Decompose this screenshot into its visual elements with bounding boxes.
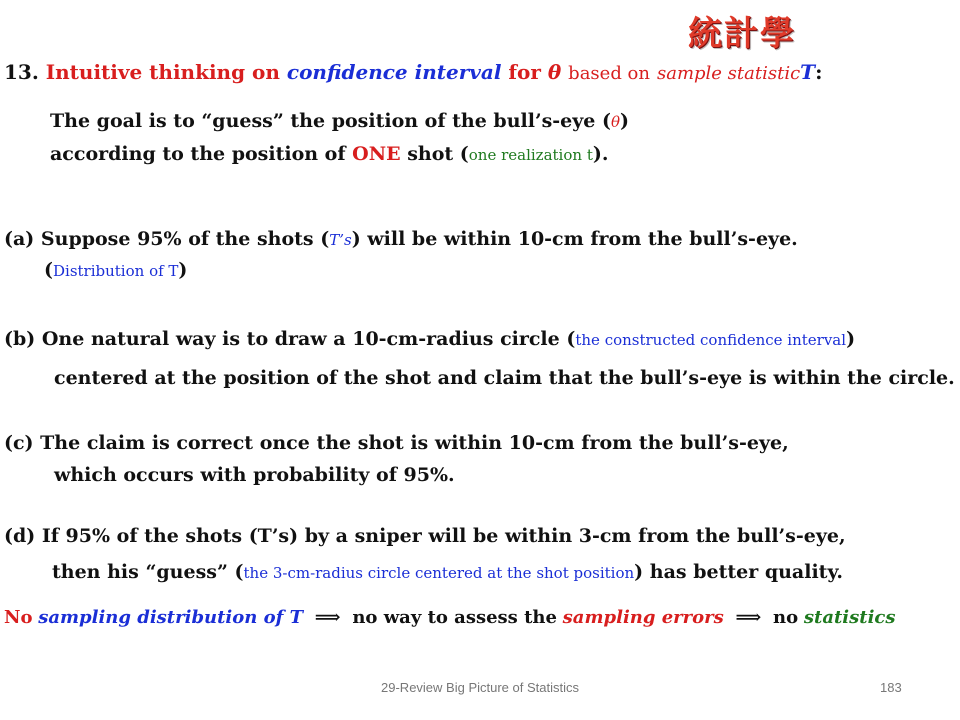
goal-line-2-text: according to the position of [50,143,346,165]
item-a-Ts: T’s [329,231,352,249]
item-d-circle: the 3-cm-radius circle centered at the shot position [243,564,635,582]
conclusion-sampling-distribution: sampling distribution of T [38,607,304,628]
conclusion-no-2: no [773,607,799,628]
item-a-line-2 [44,259,187,281]
item-b-line-2: centered at the position of the shot and claim that the bull’s-eye is within the circle. [54,367,955,389]
item-a-line-1 [4,228,798,250]
item-b-line-1 [4,328,855,350]
conclusion-line [4,607,896,628]
item-b-close-paren: ) [846,328,856,350]
implies-arrow-icon: ⟹ [735,607,762,628]
footer-text: 29-Review Big Picture of Statistics [381,680,579,695]
item-d-line-2 [52,561,843,583]
goal-one: ONE [352,143,401,165]
goal-line-1-close: ) [620,110,630,132]
heading-theta: θ [547,60,562,84]
goal-line-2-close: ). [592,143,609,165]
goal-line-1 [50,110,629,132]
heading-sample-statistic: sample statistic [656,63,801,84]
heading-based-on: based on [568,63,650,84]
item-d-prefix: then his “guess” ( [52,561,244,583]
item-c-line-1: (c) The claim is correct once the shot is within 10-cm from the bull’s-eye, [4,432,789,454]
item-a-prefix: (a) Suppose 95% of the shots ( [4,228,330,250]
item-b-prefix: (b) One natural way is to draw a 10-cm-radius circle ( [4,328,576,350]
conclusion-no-1: No [4,607,33,628]
goal-realization: one realization t [468,146,593,164]
conclusion-middle: no way to assess the [352,607,557,628]
goal-theta: θ [610,113,621,131]
heading-number: 13. [4,60,39,84]
conclusion-sampling-errors: sampling errors [562,607,724,628]
item-a-open-paren: ( [44,259,53,281]
goal-shot: shot ( [407,143,469,165]
heading-for: for [508,60,541,84]
goal-line-2 [50,143,608,165]
item-d-suffix: ) has better quality. [634,561,843,583]
item-a-suffix: ) will be within 10-cm from the bull’s-eye. [351,228,798,250]
item-a-distribution: Distribution of T [53,262,179,280]
course-title: 統計學 [688,14,796,54]
heading-confidence-interval: confidence interval [286,60,502,84]
section-heading [4,60,822,84]
item-d-line-1: (d) If 95% of the shots (T’s) by a sniper will be within 3-cm from the bull’s-eye, [4,525,846,547]
item-b-confidence-interval: the constructed confidence interval [575,331,847,349]
implies-arrow-icon: ⟹ [314,607,341,628]
conclusion-statistics: statistics [803,607,896,628]
item-c-line-2: which occurs with probability of 95%. [54,464,455,486]
heading-colon: : [815,60,823,84]
heading-T: T [800,60,816,84]
item-a-close-paren: ) [178,259,188,281]
page-number: 183 [880,680,902,695]
goal-line-1-text: The goal is to “guess” the position of the bull’s-eye ( [50,110,611,132]
heading-intuitive-thinking: Intuitive thinking on [45,60,280,84]
